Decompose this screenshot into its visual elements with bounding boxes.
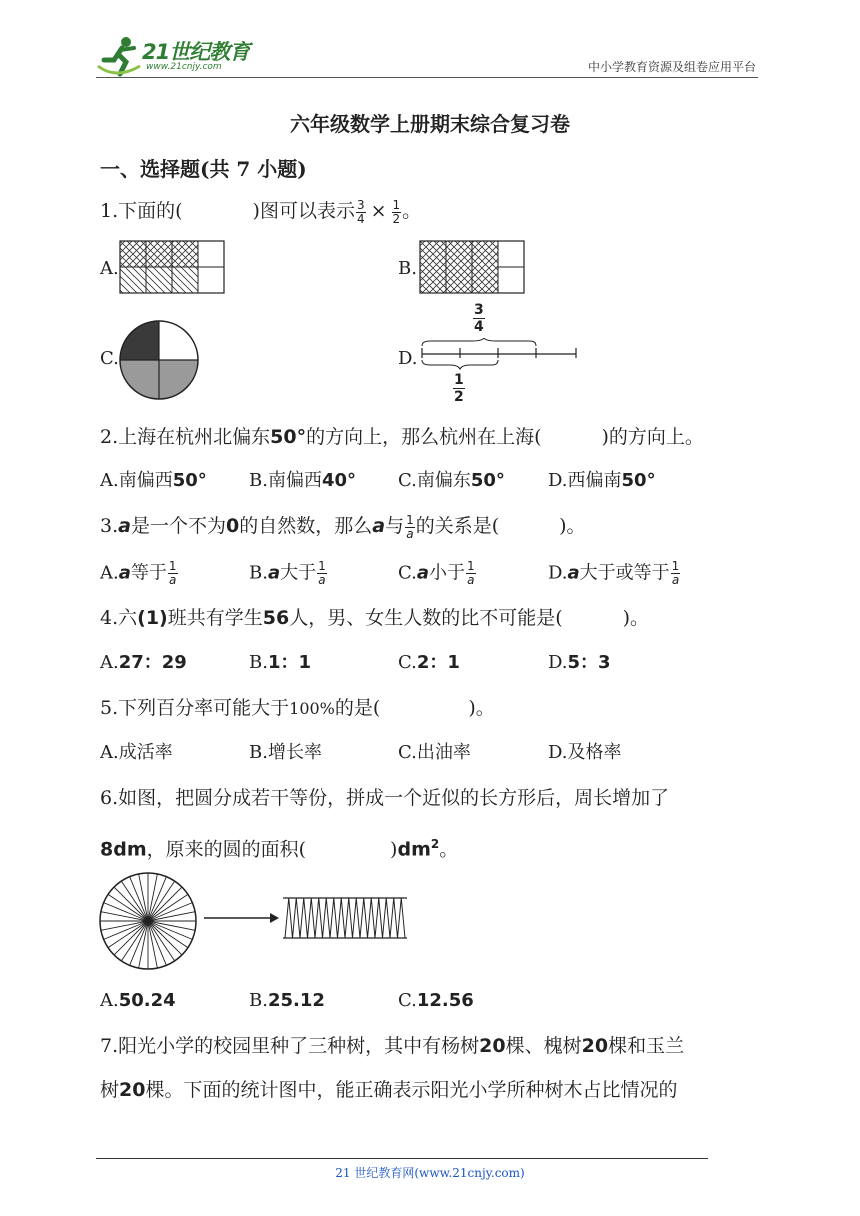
q2-option-a[interactable]: A.南偏西50° bbox=[100, 470, 207, 491]
q5-option-a[interactable]: A.成活率 bbox=[100, 742, 173, 763]
q6-stem-line2: 8dm，原来的圆的面积( )$dm^2$。 bbox=[100, 837, 459, 861]
q1-option-d-label[interactable]: D. bbox=[398, 348, 418, 369]
circle-sector-line bbox=[148, 921, 182, 955]
q3-option-a[interactable]: A.a等于 $\frac{1}{a}$ bbox=[100, 559, 177, 587]
q3-stem: 3.a是一个不为0的自然数，那么a与 $\frac{1}{a}$ 的关系是( )。 bbox=[100, 512, 586, 541]
rectangle-zigzag bbox=[285, 898, 405, 938]
q6-option-c[interactable]: C.12.56 bbox=[398, 990, 474, 1011]
logo-url-text: www.21cnjy.com bbox=[146, 62, 222, 72]
q4-option-c[interactable]: C.2：1 bbox=[398, 652, 460, 673]
q5-option-b[interactable]: B.增长率 bbox=[249, 742, 322, 763]
q1-option-b-figure bbox=[419, 240, 525, 294]
q7-stem-line1: 7.阳光小学的校园里种了三种树，其中有杨树20棵、槐树20棵和玉兰 bbox=[100, 1035, 685, 1057]
q3-option-d[interactable]: D.a大于或等于 $\frac{1}{a}$ bbox=[548, 559, 680, 587]
q4-option-b[interactable]: B.1：1 bbox=[249, 652, 312, 673]
circle-sector-line bbox=[114, 921, 148, 955]
page-title: 六年级数学上册期末综合复习卷 bbox=[290, 112, 570, 136]
header-right-text: 中小学教育资源及组卷应用平台 bbox=[587, 60, 756, 74]
header-rule bbox=[96, 77, 758, 78]
q1-option-c-pie bbox=[118, 319, 200, 401]
q1-d-bottom-fraction: $\frac{1}{2}$ bbox=[454, 372, 464, 405]
section-heading: 一、选择题(共 7 小题) bbox=[100, 157, 307, 181]
q5-option-c[interactable]: C.出油率 bbox=[398, 742, 471, 763]
q4-stem: 4.六(1)班共有学生56人，男、女生人数的比不可能是( )。 bbox=[100, 607, 650, 629]
q1-option-d-segment bbox=[418, 338, 580, 370]
logo-main-text: 21世纪教育 bbox=[142, 40, 250, 64]
circle-sector-line bbox=[114, 887, 148, 921]
q5-option-d[interactable]: D.及格率 bbox=[548, 742, 622, 763]
arrow-right-icon bbox=[204, 910, 280, 926]
q1-option-b-label[interactable]: B. bbox=[398, 258, 417, 279]
q2-option-b[interactable]: B.南偏西40° bbox=[249, 470, 357, 491]
q6-circle-figure bbox=[98, 871, 198, 971]
q3-option-c[interactable]: C.a小于 $\frac{1}{a}$ bbox=[398, 559, 475, 587]
q1-option-a-figure bbox=[119, 240, 225, 294]
q5-stem: 5.下列百分率可能大于100%的是( )。 bbox=[100, 697, 495, 719]
q2-option-c[interactable]: C.南偏东50° bbox=[398, 470, 505, 491]
q4-option-a[interactable]: A.27：29 bbox=[100, 652, 187, 673]
q4-option-d[interactable]: D.5：3 bbox=[548, 652, 611, 673]
q2-stem: 2.上海在杭州北偏东50°的方向上，那么杭州在上海( )的方向上。 bbox=[100, 426, 704, 448]
footer-text: 21 世纪教育网(www.21cnjy.com) bbox=[335, 1166, 525, 1180]
circle-sector-line bbox=[148, 887, 182, 921]
q6-rectangle-figure bbox=[281, 896, 409, 940]
q6-option-b[interactable]: B.25.12 bbox=[249, 990, 325, 1011]
q6-stem-line1: 6.如图，把圆分成若干等份，拼成一个近似的长方形后，周长增加了 bbox=[100, 787, 670, 809]
footer-rule bbox=[96, 1158, 708, 1159]
q3-option-b[interactable]: B.a大于 $\frac{1}{a}$ bbox=[249, 559, 326, 587]
q1-stem: 1.下面的( )图可以表示 $\frac{3}{4}$ × $\frac{1}{2}$ 。 bbox=[100, 197, 422, 226]
q6-option-a[interactable]: A.50.24 bbox=[100, 990, 176, 1011]
q1-option-c-label[interactable]: C. bbox=[100, 348, 119, 369]
q7-stem-line2: 树20棵。下面的统计图中，能正确表示阳光小学所种树木占比情况的 bbox=[100, 1079, 678, 1101]
runner-logo-icon bbox=[96, 36, 142, 78]
header-logo bbox=[96, 34, 266, 80]
q1-d-top-fraction: $\frac{3}{4}$ bbox=[474, 302, 484, 335]
q2-option-d[interactable]: D.西偏南50° bbox=[548, 470, 656, 491]
q1-option-a-label[interactable]: A. bbox=[100, 258, 119, 279]
